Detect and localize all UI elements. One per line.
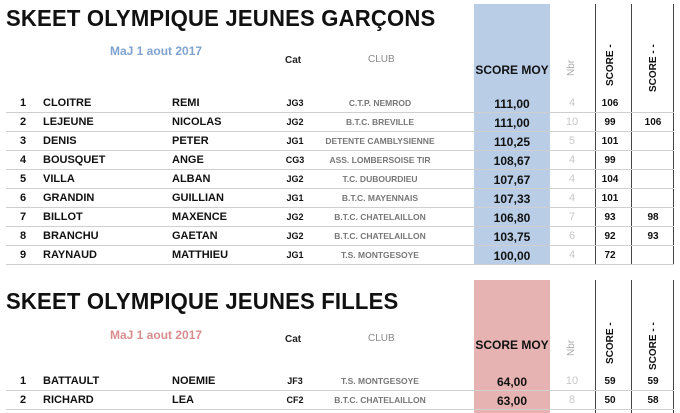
count-cell: 7 xyxy=(568,211,576,223)
table-row xyxy=(0,372,680,391)
count-cell: 4 xyxy=(568,192,576,204)
last-name-cell: CLOITRE xyxy=(43,97,92,109)
average-score-cell: 100,00 xyxy=(493,249,531,263)
category-cell: JF3 xyxy=(287,376,303,386)
last-name-cell: RICHARD xyxy=(43,394,94,406)
table-row xyxy=(0,132,680,151)
first-name-cell: ANGE xyxy=(172,154,204,166)
score1-cell: 72 xyxy=(604,250,616,261)
score1-cell: 99 xyxy=(604,117,616,128)
last-name-cell: BRANCHU xyxy=(43,230,99,242)
girls-section xyxy=(0,280,680,413)
club-cell: ASS. LOMBERSOISE TIR xyxy=(329,155,431,165)
score1-cell: 101 xyxy=(601,136,619,147)
boys-header-score1: SCORE - xyxy=(605,44,616,86)
first-name-cell: NICOLAS xyxy=(172,116,222,128)
category-cell: JG2 xyxy=(286,212,304,222)
girls-title: SKEET OLYMPIQUE JEUNES FILLES xyxy=(6,288,399,314)
count-cell: 10 xyxy=(565,116,579,128)
score1-cell: 50 xyxy=(604,395,616,406)
girls-update-date: MaJ 1 aout 2017 xyxy=(110,328,203,342)
count-cell: 4 xyxy=(568,249,576,261)
average-score-cell: 110,25 xyxy=(493,135,531,149)
girls-header-cat: Cat xyxy=(285,334,302,345)
score1-cell: 101 xyxy=(601,193,619,204)
row-separator xyxy=(6,409,674,410)
first-name-cell: NOEMIE xyxy=(172,375,216,387)
score2-cell: 106 xyxy=(644,117,662,128)
category-cell: JG1 xyxy=(286,136,304,146)
table-row xyxy=(0,189,680,208)
table-row xyxy=(0,227,680,246)
club-cell: T.C. DUBOURDIEU xyxy=(342,174,418,184)
count-cell: 4 xyxy=(568,173,576,185)
last-name-cell: VILLA xyxy=(43,173,75,185)
category-cell: JG2 xyxy=(286,174,304,184)
table-row xyxy=(0,391,680,410)
first-name-cell: GAETAN xyxy=(172,230,218,242)
rank-cell: 3 xyxy=(19,135,27,147)
last-name-cell: BILLOT xyxy=(43,211,83,223)
club-cell: B.T.C. MAYENNAIS xyxy=(341,193,419,203)
category-cell: JG2 xyxy=(286,231,304,241)
rank-cell: 9 xyxy=(19,249,27,261)
average-score-cell: 106,80 xyxy=(493,211,531,225)
count-cell: 10 xyxy=(565,375,579,387)
table-row xyxy=(0,246,680,265)
boys-header-cat: Cat xyxy=(285,55,302,66)
score1-cell: 92 xyxy=(604,231,616,242)
first-name-cell: GUILLIAN xyxy=(172,192,224,204)
boys-header-score2: SCORE - - xyxy=(648,44,659,92)
club-cell: B.T.C. CHATELAILLON xyxy=(334,231,426,241)
count-cell: 4 xyxy=(568,154,576,166)
score1-cell: 106 xyxy=(601,98,619,109)
club-cell: B.T.C. CHATELAILLON xyxy=(334,212,426,222)
average-score-cell: 108,67 xyxy=(493,154,531,168)
average-score-cell: 63,00 xyxy=(496,394,528,408)
rank-cell: 2 xyxy=(19,116,27,128)
club-cell: B.T.C. CHATELAILLON xyxy=(334,395,426,405)
category-cell: JG1 xyxy=(286,193,304,203)
first-name-cell: ALBAN xyxy=(172,173,211,185)
first-name-cell: PETER xyxy=(172,135,209,147)
count-cell: 8 xyxy=(568,394,576,406)
score2-cell: 59 xyxy=(647,376,659,387)
score1-cell: 99 xyxy=(604,155,616,166)
score1-cell: 59 xyxy=(604,376,616,387)
girls-header-score1: SCORE - xyxy=(605,322,616,364)
average-score-cell: 111,00 xyxy=(494,116,530,130)
average-score-cell: 107,33 xyxy=(493,192,531,206)
rank-cell: 6 xyxy=(19,192,27,204)
average-score-cell: 103,75 xyxy=(493,230,531,244)
category-cell: JG2 xyxy=(286,117,304,127)
rank-cell: 1 xyxy=(19,97,27,109)
rank-cell: 8 xyxy=(19,230,27,242)
category-cell: CG3 xyxy=(285,155,305,165)
rank-cell: 4 xyxy=(19,154,27,166)
category-cell: JG1 xyxy=(286,250,304,260)
category-cell: CF2 xyxy=(286,395,304,405)
club-cell: DETENTE CAMBLYSIENNE xyxy=(325,136,435,146)
first-name-cell: REMI xyxy=(172,97,200,109)
score1-cell: 104 xyxy=(601,174,619,185)
boys-header-score-moy: SCORE MOY xyxy=(475,63,549,77)
table-row xyxy=(0,94,680,113)
table-row xyxy=(0,151,680,170)
average-score-cell: 64,00 xyxy=(496,375,528,389)
last-name-cell: BOUSQUET xyxy=(43,154,106,166)
last-name-cell: RAYNAUD xyxy=(43,249,97,261)
first-name-cell: MAXENCE xyxy=(172,211,228,223)
boys-header-nbr: Nbr xyxy=(566,59,577,76)
rank-cell: 7 xyxy=(19,211,27,223)
score2-cell: 58 xyxy=(647,395,659,406)
table-row xyxy=(0,113,680,132)
first-name-cell: LEA xyxy=(172,394,194,406)
count-cell: 6 xyxy=(568,230,576,242)
rank-cell: 5 xyxy=(19,173,27,185)
average-score-cell: 111,00 xyxy=(494,97,530,111)
girls-header-nbr: Nbr xyxy=(566,339,577,356)
girls-header-score2: SCORE - - xyxy=(648,322,659,370)
table-row xyxy=(0,170,680,189)
count-cell: 4 xyxy=(568,97,576,109)
table-row xyxy=(0,208,680,227)
boys-header-club: CLUB xyxy=(368,54,395,65)
count-cell: 5 xyxy=(568,135,576,147)
last-name-cell: DENIS xyxy=(43,135,77,147)
rank-cell: 2 xyxy=(19,394,27,406)
girls-header-score-moy: SCORE MOY xyxy=(475,338,549,352)
score2-cell: 93 xyxy=(647,231,659,242)
club-cell: T.S. MONTGESOYE xyxy=(341,376,419,386)
average-score-cell: 107,67 xyxy=(493,173,531,187)
boys-title: SKEET OLYMPIQUE JEUNES GARÇONS xyxy=(6,5,436,31)
club-cell: T.S. MONTGESOYE xyxy=(341,250,419,260)
rank-cell: 1 xyxy=(19,375,27,387)
last-name-cell: LEJEUNE xyxy=(43,116,94,128)
boys-update-date: MaJ 1 aout 2017 xyxy=(110,44,203,58)
girls-header-club: CLUB xyxy=(368,333,395,344)
last-name-cell: BATTAULT xyxy=(43,375,100,387)
row-separator xyxy=(6,264,674,265)
last-name-cell: GRANDIN xyxy=(43,192,95,204)
category-cell: JG3 xyxy=(286,98,304,108)
score1-cell: 93 xyxy=(604,212,616,223)
club-cell: C.T.P. NEMROD xyxy=(348,98,412,108)
club-cell: B.T.C. BREVILLE xyxy=(345,117,414,127)
score2-cell: 98 xyxy=(647,212,659,223)
first-name-cell: MATTHIEU xyxy=(172,249,229,261)
